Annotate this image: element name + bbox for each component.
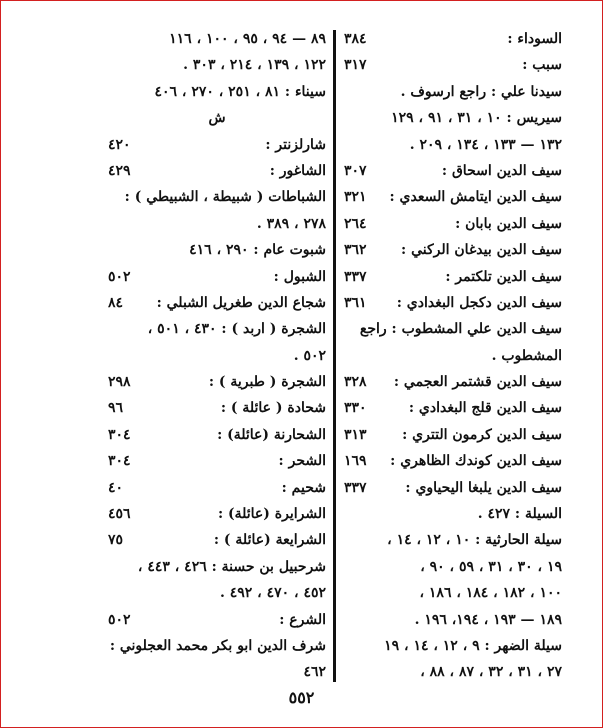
entry-page-ref: ٣٠٧ — [344, 162, 367, 179]
index-entry — [344, 633, 562, 659]
entry-text: سيلة الضهر : ٩ ، ١٢ ، ١٤ ، ١٩ — [384, 637, 562, 654]
index-entry — [344, 607, 562, 633]
entry-page-ref: ٣٢١ — [344, 189, 367, 206]
entry-page-ref: ٥٠٢ — [108, 611, 131, 628]
entry-text: ٥٠٢ . — [293, 347, 326, 364]
entry-text: الشباطات ( شبيطة ، الشبيطي ) : — [124, 189, 326, 206]
entry-text: شرحبيل بن حسنة : ٤٢٦ ، ٤٤٣ ، — [137, 558, 326, 575]
index-entry — [108, 211, 326, 237]
index-entry — [344, 264, 562, 290]
index-entry — [344, 395, 562, 421]
entry-page-ref: ٣٣٠ — [344, 400, 367, 417]
right-column — [344, 26, 562, 686]
entry-text: ٨٩ — ٩٤ ، ٩٥ ، ١٠٠ ، ١١٦ — [169, 31, 326, 47]
entry-term: سيف الدين يلبغا اليحياوي : — [405, 479, 562, 496]
entry-page-ref: ٥٠٢ — [108, 268, 131, 285]
entry-text: ١٠٠ ، ١٨٢ ، ١٨٤ ، ١٨٦ ، — [419, 585, 562, 602]
index-entry — [108, 527, 326, 553]
entry-page-ref: ٣١٣ — [344, 426, 367, 443]
entry-text: شرف الدين ابو بكر محمد العجلوني : — [109, 637, 326, 654]
entry-text: ٤٥٢ ، ٤٧٠ ، ٤٩٢ . — [220, 585, 326, 602]
entry-page-ref: ٣٠٤ — [108, 453, 131, 470]
entry-term: شجاع الدين طغريل الشبلي : — [156, 294, 326, 311]
index-page — [108, 26, 562, 706]
index-entry — [344, 369, 562, 395]
entry-text: سيدنا علي : راجع ارسوف . — [400, 83, 562, 100]
entry-page-ref: ٢٦٤ — [344, 215, 367, 232]
index-entry — [108, 158, 326, 184]
column-divider — [333, 30, 336, 682]
index-entry — [344, 237, 562, 263]
page-number: ٥٥٢ — [288, 688, 315, 707]
index-entry — [344, 501, 562, 527]
entry-text: ١٩ ، ٣٠ ، ٣١ ، ٥٩ ، ٩٠ ، — [420, 558, 562, 575]
index-entry — [108, 343, 326, 369]
index-entry — [108, 448, 326, 474]
entry-page-ref: ٤٥٦ — [108, 506, 131, 523]
index-entry — [108, 264, 326, 290]
entry-text: سيلة الحارثية : ١٠ ، ١٢ ، ١٤ ، — [387, 532, 562, 549]
entry-text: ١٣٢ — ١٣٣ ، ١٣٤ ، ٢٠٩ . — [409, 136, 562, 153]
left-column — [108, 26, 326, 686]
entry-text: ٤٦٢ — [303, 664, 326, 681]
index-entry — [108, 26, 326, 52]
entry-term: الشحر : — [278, 453, 326, 470]
entry-page-ref: ٩٦ — [108, 400, 124, 417]
index-entry — [344, 132, 562, 158]
entry-page-ref: ٣٣٧ — [344, 268, 367, 285]
entry-term: سيف الدين كوندك الظاهري : — [390, 453, 562, 470]
index-entry — [108, 316, 326, 342]
entry-term: الشبول : — [273, 268, 326, 285]
entry-term: الشرايرة (عائلة) : — [217, 506, 326, 523]
entry-page-ref: ٣٠٤ — [108, 426, 131, 443]
index-entry — [344, 448, 562, 474]
entry-term: شحادة ( عائلة ) : — [220, 400, 326, 417]
index-entry — [108, 554, 326, 580]
index-entry — [344, 184, 562, 210]
entry-page-ref: ٣٣٧ — [344, 479, 367, 496]
entry-term: سيف الدين اسحاق : — [441, 162, 562, 179]
index-entry — [108, 422, 326, 448]
section-letter: ش — [208, 110, 226, 127]
entry-text: ٢٧٨ ، ٣٨٩ . — [256, 215, 326, 232]
index-entry — [344, 422, 562, 448]
entry-term: سيف الدين قشتمر العجمي : — [393, 374, 562, 391]
entry-page-ref: ٤٢٠ — [108, 136, 131, 153]
index-entry — [108, 132, 326, 158]
index-entry — [108, 607, 326, 633]
index-entry — [344, 475, 562, 501]
index-entry — [344, 158, 562, 184]
index-entry — [108, 501, 326, 527]
index-entry — [108, 475, 326, 501]
entry-page-ref: ٣٨٤ — [344, 31, 367, 47]
entry-term: سيف الدين بابان : — [455, 215, 562, 232]
entry-term: سيف الدين قلج البغدادي : — [408, 400, 562, 417]
index-entry — [344, 527, 562, 553]
entry-term: شحيم : — [281, 479, 326, 496]
entry-text: سيف الدين علي المشطوب : راجع — [359, 321, 562, 338]
index-entry — [344, 580, 562, 606]
entry-term: شارلزنتر : — [265, 136, 326, 153]
index-entry — [344, 554, 562, 580]
index-entry — [108, 105, 326, 131]
entry-text: سيريس : ١٠ ، ٣١ ، ٩١ ، ١٢٩ — [391, 110, 562, 127]
entry-text: سيناء : ٨١ ، ٢٥١ ، ٢٧٠ ، ٤٠٦ — [154, 83, 326, 100]
entry-text: الشجرة ( اربد ) : ٤٣٠ ، ٥٠١ ، — [147, 321, 326, 338]
index-entry — [108, 290, 326, 316]
entry-term: سيف الدين دكجل البغدادي : — [396, 294, 562, 311]
entry-term: الشرايعة (عائلة ) : — [213, 532, 326, 549]
entry-term: سيف الدين تلكتمر : — [445, 268, 562, 285]
entry-page-ref: ٣٦٢ — [344, 242, 367, 259]
index-entry — [108, 52, 326, 78]
entry-term: سيف الدين ايتامش السعدي : — [389, 189, 562, 206]
entry-term: سيف الدين كرمون التتري : — [402, 426, 562, 443]
index-entry — [344, 52, 562, 78]
entry-term: سيف الدين بيدغان الركني : — [401, 242, 562, 259]
entry-text: ١٨٩ — ١٩٣ ، ١٩٤، ١٩٦ . — [414, 611, 562, 628]
index-entry — [344, 659, 562, 685]
entry-term: الشجرة ( طبرية ) : — [208, 374, 326, 391]
entry-term: الشحارنة (عائلة) : — [217, 426, 326, 443]
index-entry — [108, 79, 326, 105]
entry-term: الشرع : — [279, 611, 326, 628]
entry-text: ١٢٢ ، ١٣٩ ، ٢١٤ ، ٣٠٣ . — [183, 57, 326, 74]
index-entry — [108, 580, 326, 606]
entry-page-ref: ٢٩٨ — [108, 374, 131, 391]
index-entry — [344, 105, 562, 131]
entry-page-ref: ٤٠ — [108, 479, 124, 496]
entry-page-ref: ٣٢٨ — [344, 374, 367, 391]
index-entry — [108, 237, 326, 263]
entry-text: المشطوب . — [491, 347, 562, 364]
entry-term: الشاغور : — [269, 162, 326, 179]
index-entry — [344, 26, 562, 52]
index-entry — [344, 343, 562, 369]
index-entry — [344, 79, 562, 105]
entry-text: ٢٧ ، ٣١ ، ٣٢ ، ٨٧ ، ٨٨ ، — [420, 664, 562, 681]
index-entry — [344, 290, 562, 316]
index-entry — [344, 211, 562, 237]
entry-page-ref: ٤٢٩ — [108, 162, 131, 179]
entry-page-ref: ٧٥ — [108, 532, 124, 549]
index-entry — [108, 369, 326, 395]
entry-term: سبب : — [522, 57, 562, 74]
entry-page-ref: ٣١٧ — [344, 57, 367, 74]
entry-term: السوداء : — [507, 31, 562, 47]
entry-text: شبوت عام : ٢٩٠ ، ٤١٦ — [189, 242, 326, 259]
entry-text: السيلة : ٤٢٧ . — [477, 506, 562, 523]
entry-page-ref: ١٦٩ — [344, 453, 367, 470]
index-entry — [108, 659, 326, 685]
entry-page-ref: ٨٤ — [108, 294, 124, 311]
index-entry — [108, 395, 326, 421]
index-entry — [344, 316, 562, 342]
index-entry — [108, 184, 326, 210]
entry-page-ref: ٣٦١ — [344, 294, 367, 311]
index-entry — [108, 633, 326, 659]
